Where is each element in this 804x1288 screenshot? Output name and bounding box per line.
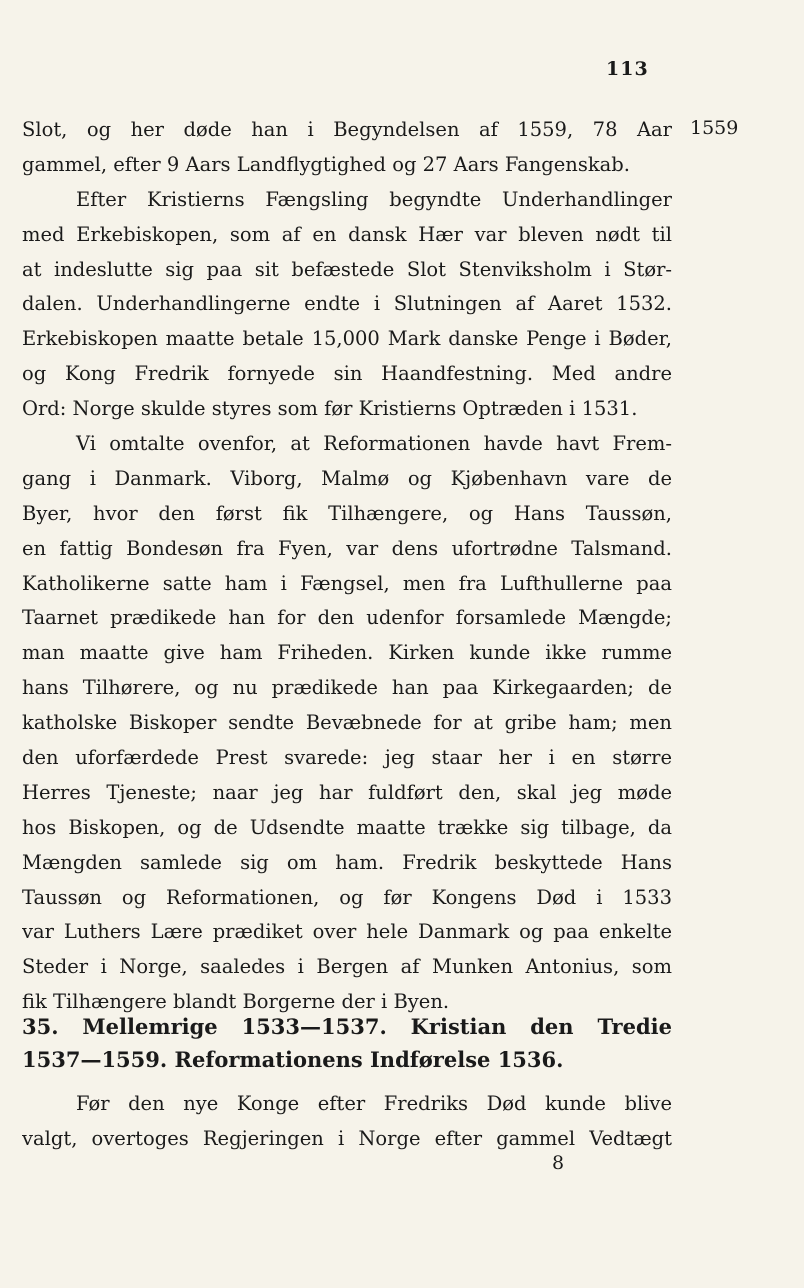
text-line: Før den nye Konge efter Fredriks Død kunde blive xyxy=(76,1092,672,1115)
text-line: en fattig Bondesøn fra Fyen, var dens ufortrødne Talsmand. xyxy=(22,536,672,560)
body-text-bottom xyxy=(22,1087,672,1157)
text-line: med Erkebiskopen, som af en dansk Hær var bleven nødt til xyxy=(22,222,672,246)
text-line: hos Biskopen, og de Udsendte maatte trække sig tilbage, da xyxy=(22,815,672,839)
text-line: Steder i Norge, saaledes i Bergen af Munken Antonius, som xyxy=(22,955,672,979)
text-line: Slot, og her døde han i Begyndelsen af 1559, 78 Aar xyxy=(22,118,672,141)
text-line: gammel, efter 9 Aars Landflygtighed og 27 Aars Fangenskab. xyxy=(22,152,630,176)
text-line: Mængden samlede sig om ham. Fredrik beskyttede Hans xyxy=(22,850,672,874)
text-line: Ord: Norge skulde styres som før Kristierns Optræden i 1531. xyxy=(22,397,638,421)
text-line: Efter Kristierns Fængsling begyndte Underhandlinger xyxy=(76,187,672,211)
text-line: var Luthers Lære prædiket over hele Danmark og paa enkelte xyxy=(22,920,672,944)
text-line: Erkebiskopen maatte betale 15,000 Mark danske Penge i Bøder, xyxy=(22,327,672,351)
section-heading xyxy=(22,1010,672,1076)
text-line: Taarnet prædikede han for den udenfor forsamlede Mængde; xyxy=(22,606,672,630)
text-line: katholske Biskoper sendte Bevæbnede for at gribe ham; men xyxy=(22,711,672,735)
text-line: dalen. Underhandlingerne endte i Slutningen af Aaret 1532. xyxy=(22,292,672,316)
text-line: Vi omtalte ovenfor, at Reformationen havde havt Frem- xyxy=(76,432,672,456)
text-line: Herres Tjeneste; naar jeg har fuldført den, skal jeg møde xyxy=(22,780,672,804)
text-line: hans Tilhørere, og nu prædikede han paa Kirkegaarden; de xyxy=(22,676,672,700)
text-line: den uforfærdede Prest svarede: jeg staar her i en større xyxy=(22,746,672,770)
text-line: gang i Danmark. Viborg, Malmø og Kjøbenhavn vare de xyxy=(22,466,672,490)
margin-year-note: 1559 xyxy=(690,117,739,139)
page-number: 113 xyxy=(606,58,649,80)
text-line: og Kong Fredrik fornyede sin Haandfestning. Med andre xyxy=(22,362,672,386)
signature-mark: 8 xyxy=(552,1152,565,1174)
text-line: at indeslutte sig paa sit befæstede Slot Stenviksholm i Stør- xyxy=(22,257,672,281)
text-line: Taussøn og Reformationen, og før Kongens Død i 1533 xyxy=(22,885,672,909)
body-text-top xyxy=(22,113,672,1020)
heading-line: 35. Mellemrige 1533—1537. Kristian den Tredie xyxy=(22,1014,672,1039)
text-line: Byer, hvor den først fik Tilhængere, og Hans Taussøn, xyxy=(22,501,672,525)
text-line: man maatte give ham Friheden. Kirken kunde ikke rumme xyxy=(22,641,672,665)
heading-line: 1537—1559. Reformationens Indførelse 1536. xyxy=(22,1047,564,1072)
text-line: valgt, overtoges Regjeringen i Norge efter gammel Vedtægt xyxy=(22,1126,672,1150)
text-line: Katholikerne satte ham i Fængsel, men fra Lufthullerne paa xyxy=(22,571,672,595)
text-line: fik Tilhængere blandt Borgerne der i Byen. xyxy=(22,990,450,1014)
